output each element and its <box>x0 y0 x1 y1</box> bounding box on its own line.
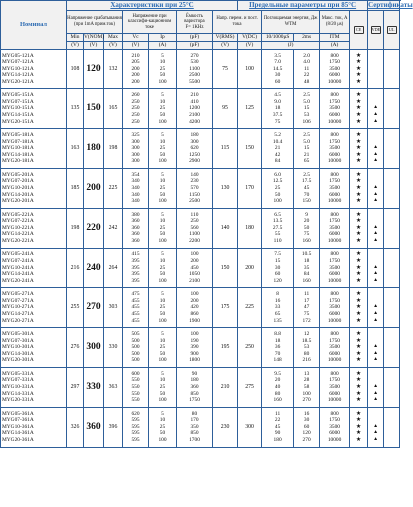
peak-current-cell: 5 10 25 50 100 <box>149 407 177 447</box>
max-voltage-cell: 396 <box>104 407 123 447</box>
table-row <box>1 49 400 89</box>
cert-vde-cell <box>368 49 384 89</box>
ul-mark-icon: UL <box>387 26 397 35</box>
energy-10-1000-cell: 4.5 9.0 18 37.5 75 <box>262 89 294 129</box>
capacitance-cell: 100 200 450 1050 2100 <box>177 248 213 288</box>
vrms-cell: 230 <box>213 407 238 447</box>
cert-vde-cell: ▲ ▲ ▲ <box>368 367 384 407</box>
vrms-cell: 175 <box>213 288 238 328</box>
nominal-voltage-cell: 150 <box>84 89 104 129</box>
cert-ce-cell: ★ ★ ★ ★ ★ <box>350 129 368 169</box>
models-cell: MYG05-241A MYG07-241A MYG10-241A MYG14-241A MYG20-241A <box>1 248 67 288</box>
class-voltage-header: Напряжение при классифи-кационном токе <box>123 11 177 34</box>
cert-ul-cell <box>384 288 400 328</box>
vrms-subheader: V(RMS) <box>213 34 238 42</box>
vde-mark-icon: VDE <box>371 26 381 35</box>
peak-current-cell: 5 10 25 50 100 <box>149 129 177 169</box>
energy-2ms-cell: 2.0 4.0 11 22 48 <box>294 49 320 89</box>
cert-ce-cell: ★ ★ ★ ★ ★ <box>350 208 368 248</box>
energy-10-1000-cell: 8 16 33 65 135 <box>262 288 294 328</box>
capacitance-cell: 140 230 570 1150 2500 <box>177 168 213 208</box>
clamp-voltage-cell: 600 550 550 550 550 <box>123 367 149 407</box>
min-voltage-cell: 216 <box>67 248 84 288</box>
energy-header <box>262 11 320 34</box>
vdc-cell: 250 <box>238 328 262 368</box>
cert-ul-cell <box>384 407 400 447</box>
unit-v-nom: (V) <box>84 42 104 50</box>
vrms-cell: 130 <box>213 168 238 208</box>
max-voltage-cell: 363 <box>104 367 123 407</box>
itm-cell: 800 1750 3500 6000 10000 <box>320 208 350 248</box>
unit-v-min: (V) <box>67 42 84 50</box>
unit-v-dc: (V) <box>238 42 262 50</box>
models-cell: MYG05-201A MYG07-201A MYG10-201A MYG14-201A MYG20-201A <box>1 168 67 208</box>
peak-current-cell: 5 10 25 50 100 <box>149 89 177 129</box>
energy-2ms-cell: 2.5 17.5 45 70 150 <box>294 168 320 208</box>
cert-ce-cell: ★ ★ ★ ★ ★ <box>350 407 368 447</box>
max-voltage-cell: 242 <box>104 208 123 248</box>
itm-subheader: ITM <box>320 34 350 42</box>
vdc-cell: 125 <box>238 89 262 129</box>
energy-2ms-cell: 11 17 47 75 172 <box>294 288 320 328</box>
unit-v-vc: (V) <box>123 42 149 50</box>
vrms-cell: 195 <box>213 328 238 368</box>
nominal-header: Номинал <box>1 1 67 50</box>
nominal-voltage-cell: 120 <box>84 49 104 89</box>
capacitance-cell: 270 530 1100 2500 5500 <box>177 49 213 89</box>
capacitance-freq: F= 1KHz <box>185 24 204 30</box>
min-voltage-cell: 108 <box>67 49 84 89</box>
cert-vde-cell: ▲ ▲ ▲ <box>368 129 384 169</box>
cert-ce-cell: ★ ★ ★ ★ ★ <box>350 168 368 208</box>
vdc-cell: 170 <box>238 168 262 208</box>
itm-cell: 800 1750 3500 6000 10000 <box>320 49 350 89</box>
capacitance-cell: 80 170 350 850 1700 <box>177 407 213 447</box>
energy-2ms-cell: 2.5 5.0 15 21 65 <box>294 129 320 169</box>
capacitance-cell: 90 180 360 850 1750 <box>177 367 213 407</box>
clamp-voltage-cell: 354 340 340 340 340 <box>123 168 149 208</box>
nominal-voltage-cell: 330 <box>84 367 104 407</box>
vdc-cell: 200 <box>238 248 262 288</box>
energy-10-1000-cell: 11 22 45 90 180 <box>262 407 294 447</box>
table-body <box>1 49 400 447</box>
vrms-cell: 210 <box>213 367 238 407</box>
max-current-header: Макс. ток, А (8/20 μs) <box>320 11 350 34</box>
energy-10-1000-cell: 9.5 20 40 80 160 <box>262 367 294 407</box>
cert-vde-cell: ▲ ▲ ▲ <box>368 407 384 447</box>
capacitance-title: Ёмкость варистора <box>184 13 205 25</box>
nominal-voltage-cell: 240 <box>84 248 104 288</box>
vdc-cell: 180 <box>238 208 262 248</box>
itm-cell: 800 1750 3500 6000 10000 <box>320 89 350 129</box>
max-voltage-cell: 303 <box>104 288 123 328</box>
peak-current-cell: 5 10 25 50 100 <box>149 168 177 208</box>
itm-cell: 800 1750 3500 6000 10000 <box>320 168 350 208</box>
peak-current-cell: 5 10 25 50 100 <box>149 328 177 368</box>
vrms-cell: 75 <box>213 49 238 89</box>
min-voltage-cell: 135 <box>67 89 84 129</box>
table-row <box>1 288 400 328</box>
nominal-voltage-cell: 200 <box>84 168 104 208</box>
limits-section-header: Предельные параметры при 85°С <box>238 1 368 11</box>
table-row <box>1 208 400 248</box>
energy-2ms-cell: 9 20 50 75 160 <box>294 208 320 248</box>
models-cell: MYG05-151A MYG07-151A MYG10-151A MYG14-151A MYG20-151A <box>1 89 67 129</box>
energy-b-subheader: 2ms <box>294 34 320 42</box>
wtm-label: WTM <box>284 22 297 27</box>
cert-ul-cell <box>384 168 400 208</box>
nominal-voltage-cell: 300 <box>84 328 104 368</box>
certificates-section-header: Сертификаты <box>368 1 413 9</box>
min-voltage-cell: 163 <box>67 129 84 169</box>
vdc-cell: 100 <box>238 49 262 89</box>
cert-vde-cell: ▲ ▲ ▲ <box>368 328 384 368</box>
vrms-cell: 95 <box>213 89 238 129</box>
unit-v-max: (V) <box>104 42 123 50</box>
energy-2ms-cell: 13 28 58 100 270 <box>294 367 320 407</box>
capacitance-header <box>177 11 213 34</box>
models-cell: MYG05-301A MYG07-301A MYG10-301A MYG14-301A MYG20-301A <box>1 328 67 368</box>
unit-pf: (pF) <box>177 42 213 50</box>
cert-ul-cell <box>384 367 400 407</box>
max-voltage-cell: 165 <box>104 89 123 129</box>
energy-2ms-cell: 2.5 5.0 15 53 106 <box>294 89 320 129</box>
peak-current-cell: 5 10 25 50 100 <box>149 288 177 328</box>
clamp-voltage-cell: 325 300 300 300 300 <box>123 129 149 169</box>
cert-ce-cell: ★ ★ ★ ★ ★ <box>350 49 368 89</box>
min-voltage-cell: 326 <box>67 407 84 447</box>
cert-ul-cell <box>384 208 400 248</box>
clamp-voltage-cell: 415 395 395 395 395 <box>123 248 149 288</box>
table-row <box>1 129 400 169</box>
itm-cell: 800 1750 3500 6000 10000 <box>320 129 350 169</box>
energy-a-subheader: 10/1000μS <box>262 34 294 42</box>
cert-ce-cell: ★ ★ ★ ★ ★ <box>350 367 368 407</box>
vdc-cell: 225 <box>238 288 262 328</box>
cert-vde-cell: ▲ ▲ ▲ <box>368 89 384 129</box>
vdc-subheader: V(DC) <box>238 34 262 42</box>
capacitance-cell: 100 200 420 860 1900 <box>177 288 213 328</box>
nominal-voltage-cell: 180 <box>84 129 104 169</box>
vdc-cell: 150 <box>238 129 262 169</box>
models-cell: MYG05-271A MYG07-271A MYG10-271A MYG14-271A MYG20-271A <box>1 288 67 328</box>
cert-ul-header <box>384 11 400 50</box>
energy-2ms-cell: 12 18.5 53 80 216 <box>294 328 320 368</box>
cert-ce-cell: ★ ★ ★ ★ ★ <box>350 328 368 368</box>
models-cell: MYG05-181A MYG07-181A MYG10-181A MYG14-181A MYG20-181A <box>1 129 67 169</box>
nominal-voltage-cell: 270 <box>84 288 104 328</box>
ce-mark-icon: CE <box>354 26 364 35</box>
table-row <box>1 168 400 208</box>
vdc-cell: 275 <box>238 367 262 407</box>
vrms-cell: 140 <box>213 208 238 248</box>
unit-v-rms: (V) <box>213 42 238 50</box>
table-row <box>1 328 400 368</box>
min-voltage-cell: 276 <box>67 328 84 368</box>
cert-ul-cell <box>384 89 400 129</box>
max-voltage-cell: 330 <box>104 328 123 368</box>
cert-ce-cell: ★ ★ ★ ★ ★ <box>350 89 368 129</box>
clamp-voltage-cell: 620 595 595 595 595 <box>123 407 149 447</box>
itm-cell: 800 1750 3500 6000 10000 <box>320 288 350 328</box>
table-row <box>1 89 400 129</box>
min-voltage-cell: 255 <box>67 288 84 328</box>
table-header <box>1 1 413 50</box>
unit-a-ip: (A) <box>149 42 177 50</box>
min-voltage-cell: 297 <box>67 367 84 407</box>
energy-10-1000-cell: 5.2 10.4 21 42 84 <box>262 129 294 169</box>
energy-10-1000-cell: 6.0 12.5 25 50 100 <box>262 168 294 208</box>
peak-current-cell: 5 10 25 50 100 <box>149 248 177 288</box>
energy-10-1000-cell: 6.5 13.5 27.5 55 110 <box>262 208 294 248</box>
cert-ce-cell: ★ ★ ★ ★ ★ <box>350 288 368 328</box>
energy-title: Поглощаемая энергия, Дж <box>263 16 318 22</box>
peak-current-cell: 5 10 25 50 100 <box>149 49 177 89</box>
itm-cell: 800 1750 3500 6000 10000 <box>320 407 350 447</box>
vdc-cell: 300 <box>238 407 262 447</box>
capacitance-cell: 100 190 390 900 1800 <box>177 328 213 368</box>
characteristics-section-header: Характеристики при 25°С <box>67 1 238 11</box>
cert-ul-cell <box>384 248 400 288</box>
max-voltage-cell: 264 <box>104 248 123 288</box>
pf-subheader: (pF) <box>177 34 213 42</box>
table-row <box>1 407 400 447</box>
nominal-voltage-cell: 220 <box>84 208 104 248</box>
cert-vde-cell: ▲ ▲ ▲ <box>368 288 384 328</box>
clamp-voltage-cell: 260 250 250 250 250 <box>123 89 149 129</box>
nom-subheader: V(NOM) <box>84 34 105 41</box>
peak-current-cell: 5 10 25 50 100 <box>149 208 177 248</box>
models-cell: MYG05-361A MYG07-361A MYG10-361A MYG14-361A MYG20-361A <box>1 407 67 447</box>
cert-ul-cell <box>384 129 400 169</box>
min-voltage-cell: 185 <box>67 168 84 208</box>
max-voltage-cell: 225 <box>104 168 123 208</box>
clamp-voltage-cell: 505 500 500 500 500 <box>123 328 149 368</box>
clamp-voltage-cell: 210 205 200 200 200 <box>123 49 149 89</box>
capacitance-cell: 110 250 560 1100 2200 <box>177 208 213 248</box>
models-cell: MYG05-121A MYG07-121A MYG10-121A MYG14-121A MYG20-121A <box>1 49 67 89</box>
max-subheader: Max <box>104 34 123 42</box>
vrms-cell: 150 <box>213 248 238 288</box>
unit-j: (J) <box>262 42 320 50</box>
unit-a-itm: (A) <box>320 42 350 50</box>
nominal-voltage-cell: 360 <box>84 407 104 447</box>
itm-cell: 800 1750 3500 6000 10000 <box>320 248 350 288</box>
table-row <box>1 248 400 288</box>
vc-subheader: Vc <box>123 34 149 42</box>
peak-current-cell: 5 10 25 50 100 <box>149 367 177 407</box>
energy-2ms-cell: 16 30 60 120 270 <box>294 407 320 447</box>
clamp-voltage-cell: 475 455 455 455 455 <box>123 288 149 328</box>
min-voltage-cell: 198 <box>67 208 84 248</box>
cert-ce-cell: ★ ★ ★ ★ ★ <box>350 248 368 288</box>
capacitance-cell: 210 410 1200 2100 4200 <box>177 89 213 129</box>
energy-10-1000-cell: 8.8 18 36 70 148 <box>262 328 294 368</box>
min-subheader: Min <box>67 34 84 42</box>
table-row <box>1 367 400 407</box>
max-voltage-cell: 132 <box>104 49 123 89</box>
energy-10-1000-cell: 7.5 15 30 60 120 <box>262 248 294 288</box>
cert-vde-cell: ▲ ▲ ▲ <box>368 248 384 288</box>
cert-vde-cell: ▲ ▲ ▲ <box>368 168 384 208</box>
max-voltage-header: Напр. перем. и пост. тока <box>213 11 262 34</box>
cert-ul-cell <box>384 49 400 89</box>
trigger-voltage-header: Напряжение срабатывания (при 1mA прим.ток) <box>67 11 123 34</box>
cert-vde-header <box>368 11 384 50</box>
vrms-cell: 115 <box>213 129 238 169</box>
energy-2ms-cell: 10.5 18 35 84 160 <box>294 248 320 288</box>
itm-cell: 800 1750 3500 6000 10000 <box>320 328 350 368</box>
capacitance-cell: 180 300 620 1250 2900 <box>177 129 213 169</box>
models-cell: MYG05-331A MYG07-331A MYG10-331A MYG14-331A MYG20-331A <box>1 367 67 407</box>
energy-10-1000-cell: 3.5 7.0 14.5 30 60 <box>262 49 294 89</box>
itm-cell: 800 1750 3500 6000 10000 <box>320 367 350 407</box>
ip-subheader: Ip <box>149 34 177 42</box>
clamp-voltage-cell: 380 360 360 360 360 <box>123 208 149 248</box>
cert-ul-cell <box>384 328 400 368</box>
cert-vde-cell: ▲ ▲ ▲ <box>368 208 384 248</box>
max-voltage-cell: 198 <box>104 129 123 169</box>
cert-ce-header <box>350 11 368 50</box>
models-cell: MYG05-221A MYG07-221A MYG10-221A MYG14-221A MYG20-221A <box>1 208 67 248</box>
